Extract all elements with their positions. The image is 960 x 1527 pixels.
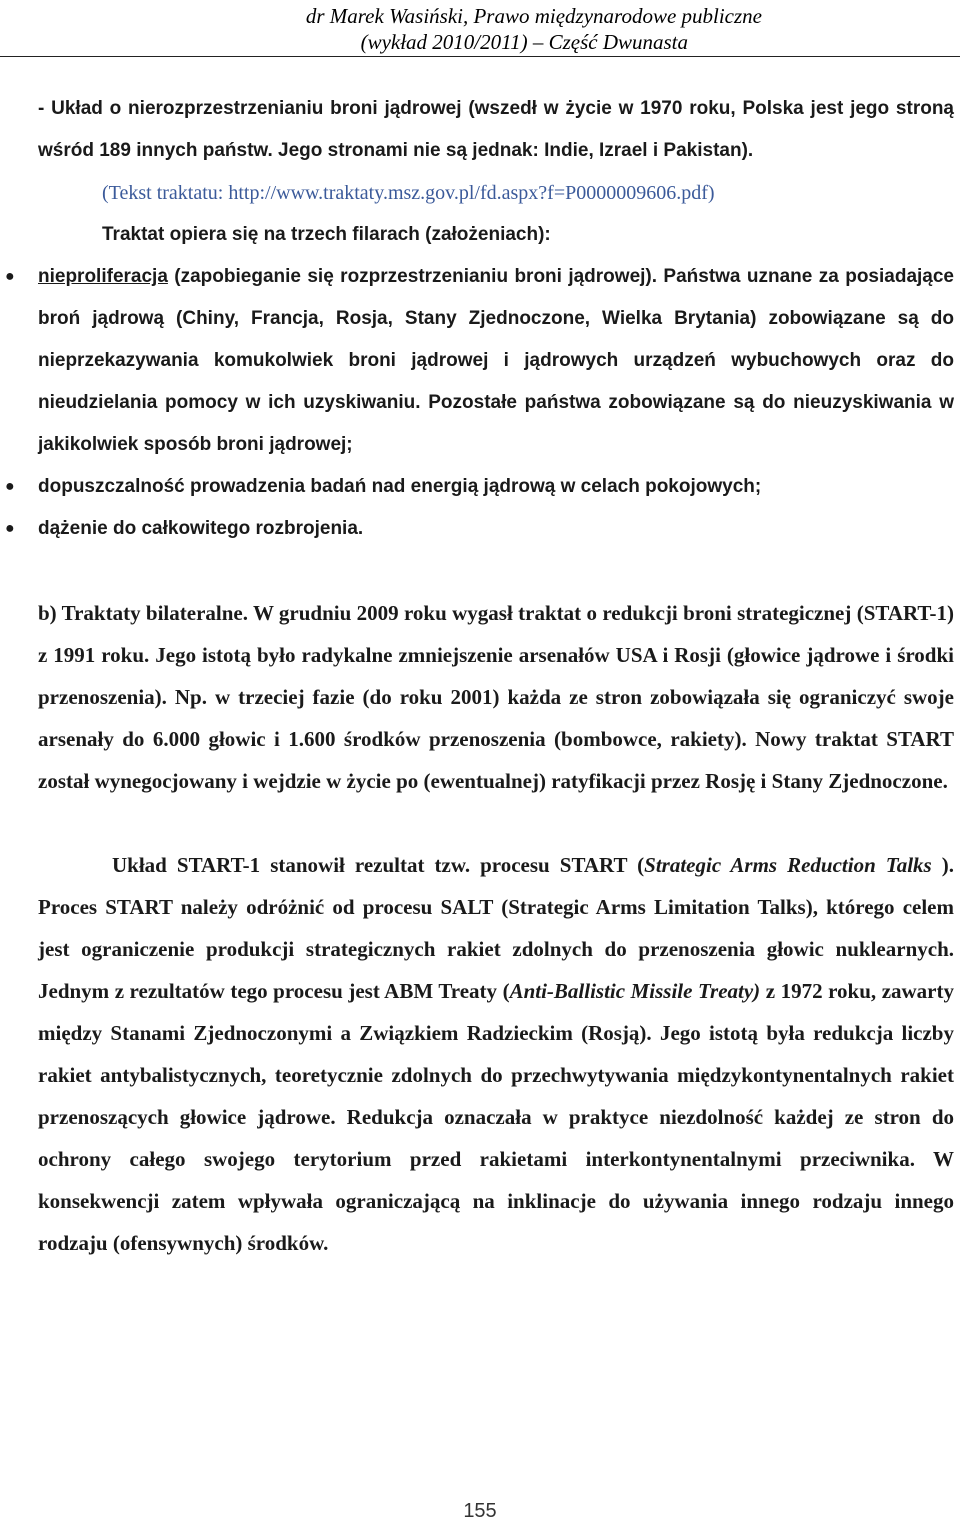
- spacer: [38, 802, 954, 844]
- bilateral-section: [38, 592, 954, 1264]
- pillars-list: [5, 256, 954, 550]
- header-divider: [0, 56, 960, 57]
- list-item: [5, 508, 954, 550]
- running-header: [0, 0, 960, 54]
- list-item: [5, 466, 954, 508]
- page-number: 155: [463, 1500, 497, 1522]
- header-author-title: dr Marek Wasiński, Prawo międzynarodowe publiczne: [305, 4, 762, 28]
- bullet-text: dążenie do całkowitego rozbrojenia.: [38, 518, 364, 539]
- start-text-2: ). Proces START należy odróżnić od procesu SALT (Strategic Arms Limitation Talks), którego celem jest ograniczenie produkcji strategicznych rakiet zdolnych do przenoszenia głowic nuklearnych. Jednym z rezultatów tego procesu jest ABM Treaty (: [38, 853, 954, 1003]
- header-lecture-part: (wykład 2010/2011) – Część Dwunasta: [360, 30, 688, 54]
- start-italic-1: Strategic Arms Reduction Talks: [644, 853, 932, 877]
- pillars-intro: Traktat opiera się na trzech filarach (założeniach):: [102, 224, 551, 245]
- bullet-icon: ●: [5, 520, 15, 537]
- bullet-icon: ●: [5, 268, 15, 285]
- paragraph-start-process: [38, 844, 954, 1264]
- treaty-text-link[interactable]: (Tekst traktatu: http://www.traktaty.msz.gov.pl/fd.aspx?f=P0000009606.pdf): [102, 182, 715, 204]
- bullet-term: nieproliferacja: [38, 266, 168, 287]
- bullet-text: dopuszczalność prowadzenia badań nad energią jądrową w celach pokojowych;: [38, 476, 762, 497]
- bullet-icon: ●: [5, 478, 15, 495]
- bullet-text: (zapobieganie się rozprzestrzenianiu broni jądrowej). Państwa uznane za posiadające broń jądrową (Chiny, Francja, Rosja, Stany Zjednoczone, Wielka Brytania) zobowiązane są do nieprzekazywania komukolwiek broni jądrowej i jądrowych urządzeń wybuchowych oraz do nieudzielania pomocy w ich uzyskiwaniu. Pozostałe państwa zobowiązane są do nieuzyskiwania w jakikolwiek sposób broni jądrowej;: [38, 266, 954, 455]
- page-body: [5, 88, 954, 1264]
- start-text-1: Układ START-1 stanowił rezultat tzw. procesu START (: [112, 853, 645, 877]
- start-text-3: z 1972 roku, zawarty między Stanami Zjednoczonymi a Związkiem Radzieckim (Rosją). Jego istotą była redukcja liczby rakiet antybalistycznych, teoretycznie zdolnych do przechwytywania międzykontynentalnych rakiet przenoszących głowice jądrowe. Redukcja oznaczała w praktyce niezdolność każdej ze stron do ochrony całego swojego terytorium przed rakietami interkontynentalnymi przeciwnika. W konsekwencji zatem wpływała ograniczającą na inklinacje do używania innego rodzaju innego rodzaju (ofensywnych) środków.: [38, 979, 954, 1255]
- paragraph-bilateral: b) Traktaty bilateralne. W grudniu 2009 roku wygasł traktat o redukcji broni strategicznej (START-1) z 1991 roku. Jego istotą było radykalne zmniejszenie arsenałów USA i Rosji (głowice jądrowe i środki przenoszenia). Np. w trzeciej fazie (do roku 2001) każda ze stron zobowiązała się ograniczyć swoje arsenały do 6.000 głowic i 1.600 środków przenoszenia (bombowce, rakiety). Nowy traktat START został wynegocjowany i wejdzie w życie po (ewentualnej) ratyfikacji przez Rosję i Stany Zjednoczone.: [38, 601, 954, 793]
- spacer: [38, 550, 954, 592]
- start-italic-2: Anti-Ballistic Missile Treaty): [509, 979, 761, 1003]
- list-item: [5, 256, 954, 466]
- paragraph-npt: - Układ o nierozprzestrzenianiu broni jądrowej (wszedł w życie w 1970 roku, Polska jest jego stroną wśród 189 innych państw. Jego stronami nie są jednak: Indie, Izrael i Pakistan).: [38, 98, 954, 161]
